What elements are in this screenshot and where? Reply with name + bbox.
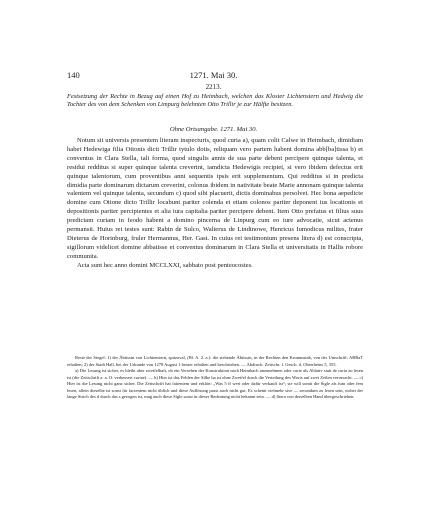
- charter-text: [67, 137, 363, 271]
- regest-summary: Festsetzung der Rechte in Bezug auf einen Hof zu Heimbach, welchen das Kloster Lichtenstern und Hedwig die Tochter des von dem Schenken von Limpurg belehnten Otto Trillir je zur Hälfte besitzen.: [67, 93, 363, 109]
- document-number: 2213.: [205, 83, 222, 91]
- running-title: 1271. Mai 30.: [189, 70, 238, 80]
- footnote: Reste der Siegel: 1) der Äbtissin von Lichtenstern, spitzoval, (Bl. A. 2. a.): die stehende Äbtissin, in der Rechten den Krummstab, von der Umschrift: ABBaT erhalten; 2) der Stadt Hall, bei der Urkunde von 1278 August 1 besser erhalten und beschrieben. — Abdruck: Zeitschr. f. Gesch. d. Oberrheins 5, 355.: [67, 355, 363, 367]
- footnote: a) Die Lesung ist sicher, es bleibt aber zweifelhaft, ob ein Versehen der Konstruktion nach Heimbach anzunehmen oder curie als Ablativ statt de curia zu lesen ist (die Zeitschrift a. a. O. verbessert curiae). — b) Hier ist das Fehlen der Silbe ba ist ohne Zweifel durch die Verteilung des Worts auf zwei Zeilen verursacht. — c) Hier ist die Lesung nicht ganz sicher. Die Zeitschrift hat fatientem und erklärt: „Was 5 ff wert oder dafür verkauft ist“; sie will somit die Sigle als fum oder fem lesen, allein dieselbe ist sonst für facientem nicht üblich und diese Auflösung passt auch nicht gut. Es scheint vielmehr sive — secundum zu lesen sein, wobei der lange Strich des d durch das s gezogen ist, mag auch diese Sigle sonst in dieser Bedeutung nicht bekannt sein. — d) litera von derselben Hand übergeschrieben.: [67, 368, 363, 399]
- charter-paragraph: Acta sunt hec anno domini MCCLXXI, sabbato post penteocostes.: [77, 261, 253, 269]
- page-number: 140: [67, 70, 80, 80]
- charter-paragraph: Notum sit universis presentem literam inspecturis, quod curia a), quam colit Calwe in Heimbach, dimidiam habet Hedewiga filia Ottonis dicti Trillir tytulo dotis, reliquam vero partem habent domina abb[ba]tissa b) et conventus in Clara Stella, tali forma, quod singulis annis de sua parte debent percipere quinque talenta, et residui redditus si super quinque talenta creverint, iamdicta Hedewigis recipiet, si vero ibidem defectus erit quinque talentorum, cum proventibus anni sequentis ipsis erit supplementum. Qui redditus si in predicta dimidia parte dominarum dictarum creverint, colonus ibidem in nativitate beate Marie annonam quinque talenta valentem vel quinque talenta, secundum c) quod sibi placuerit, dictis dominabus persolvet. Hec bona aepedicte domine cum Ottone dicto Trillir locabunt pariter colenda et etiam colonos pariter deponent ius locationis et depositionis pariter percipientes et alia iura capitalia pariter percipere debent. Item Otto prefatus et filius suus predictam curiam in feodo habent a domino pincerna de Linpurg cum eo iure advocatie, sicut actenus permansit. Huius rei testes sunt: Rabin de Sulco, Walterus de Lindinowe, Henricus Iumodicus milites, frater Dieterus de Horinburg, fruler Hermannus, Her. Gast. In cuius rei testimonium presens litera d) est conscripta, sigillorum videlicet domine abbatisse et conventus dominarum in Clara Stella et universitatis in Hallis robore communita.: [67, 137, 363, 260]
- page-header: [67, 70, 360, 82]
- footnotes: [67, 355, 363, 401]
- dateline: Ohne Ortsangabe. 1271. Mai 30.: [169, 126, 258, 133]
